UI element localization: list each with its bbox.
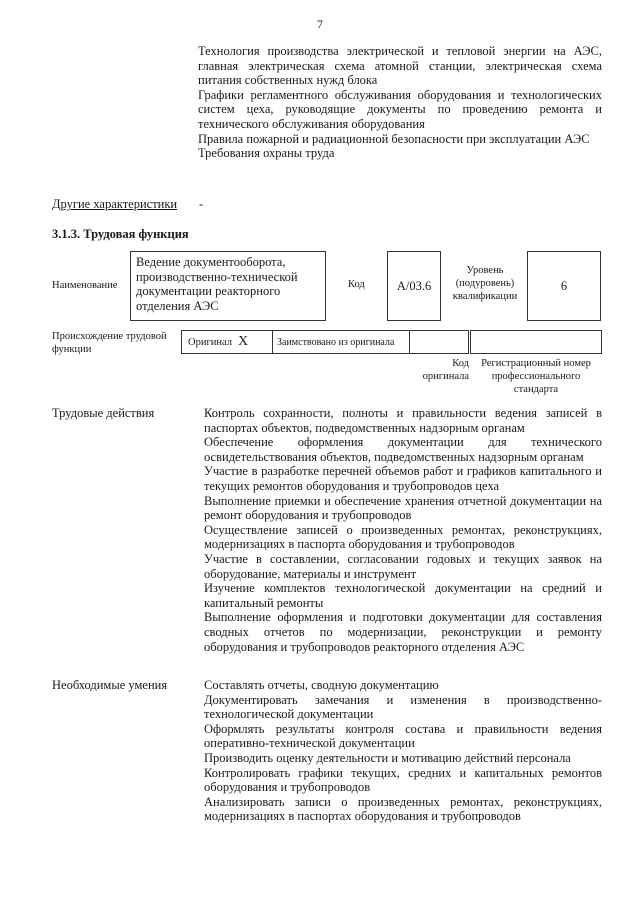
labor-action-item: Выполнение приемки и обеспечение хранения отчетной документации на ремонт оборудования и трубопроводов: [204, 493, 602, 523]
other-characteristics-label: Другие характеристики: [52, 197, 178, 211]
original-mark: X: [238, 334, 249, 349]
origin-label: Происхождение трудовой функции: [52, 331, 167, 355]
origin-code-cell: [409, 330, 469, 354]
code-value-cell: А/03.6: [387, 251, 441, 321]
required-skills-label: Необходимые умения: [52, 678, 168, 692]
knowledge-item: Графики регламентного обслуживания оборудования и технологических систем цеха, руководящие документы по проведению ремонта и технического обслуживания оборудования: [198, 87, 602, 131]
qualification-level-label: Уровень (подуровень) квалификации: [452, 265, 518, 302]
qualification-level-cell: 6: [527, 251, 601, 321]
labor-action-item: Участие в составлении, согласовании годовых и текущих заявок на оборудование, материалы и инструмент: [204, 551, 602, 581]
labor-action-item: Участие в разработке перечней объемов работ и графиков капитального и текущих ремонтов оборудования и трубопроводов цеха: [204, 464, 602, 493]
labor-action-item: Осуществление записей о произведенных ремонтах, реконструкциях, модернизациях в паспорта оборудования и трубопроводов: [204, 522, 602, 552]
function-name-cell: Ведение документооборота, производственно-технической документации реакторного отделения АЭС: [130, 251, 326, 321]
labor-actions-list: [204, 406, 602, 654]
knowledge-item: Технология производства электрической и тепловой энергии на АЭС, главная электрическая схема атомной станции, электрическая схема питания собственных нужд блока: [198, 44, 602, 88]
registration-number-cell: [470, 330, 602, 354]
original-cell: [181, 330, 273, 354]
borrowed-cell: Заимствовано из оригинала: [272, 330, 410, 354]
knowledge-item: Требования охраны труда: [198, 146, 335, 161]
registration-number-label: Регистрационный номер профессионального стандарта: [481, 358, 591, 395]
code-label: Код: [348, 279, 365, 290]
labor-action-item: Выполнение оформления и подготовки документации для составления сводных отчетов по модернизации, реконструкции и ремонту оборудования и трубопроводов реакторного отделения АЭС: [204, 610, 602, 654]
labor-action-item: Обеспечение оформления документации для технического освидетельствования объектов, подведомственных надзорным органам: [204, 435, 602, 464]
labor-action-item: Изучение комплектов технологической документации на средний и капитальный ремонты: [204, 581, 602, 610]
section-title: 3.1.3. Трудовая функция: [52, 227, 189, 241]
skill-item: Документировать замечания и изменения в производственно-технологической документации: [204, 692, 602, 722]
skill-item: Контролировать графики текущих, средних и капитальных ремонтов оборудования и трубопроводов: [204, 765, 602, 795]
original-label: Оригинал: [188, 336, 232, 348]
other-characteristics-value: -: [199, 197, 204, 211]
skill-item: Составлять отчеты, сводную документацию: [204, 678, 439, 692]
knowledge-item: Правила пожарной и радиационной безопасности при эксплуатации АЭС: [198, 131, 590, 146]
required-skills-list: [204, 678, 602, 824]
name-label: Наименование: [52, 280, 118, 291]
skill-item: Оформлять результаты контроля состава и правильности ведения оперативно-технической документации: [204, 721, 602, 751]
labor-actions-label: Трудовые действия: [52, 406, 155, 420]
page-number: 7: [317, 17, 323, 31]
labor-action-item: Контроль сохранности, полноты и правильности ведения записей в паспортах объектов, подведомственных надзорным органам: [204, 406, 602, 435]
origin-code-label: Код оригинала: [422, 358, 469, 382]
skill-item: Производить оценку деятельности и мотивацию действий персонала: [204, 750, 571, 765]
skill-item: Анализировать записи о произведенных ремонтах, реконструкциях, модернизациях в паспортах оборудования и трубопроводов: [204, 794, 602, 824]
knowledge-list-continued: [198, 44, 602, 161]
